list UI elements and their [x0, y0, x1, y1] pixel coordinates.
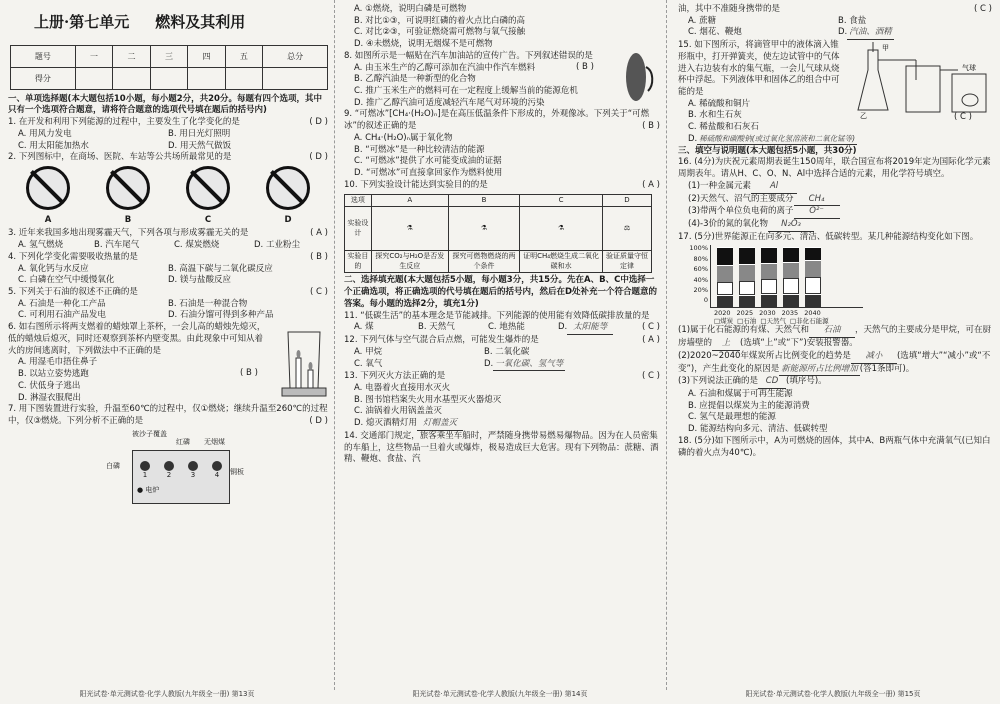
answer-slot: ( B ): [576, 61, 594, 72]
fill-answer: 一氧化碳、氢气等: [493, 359, 565, 372]
option: A. 氧化钙与水反应: [18, 263, 89, 274]
table-cell: 选项: [345, 194, 372, 207]
item-text: (3)下列说法正确的是: [678, 376, 759, 387]
sign-option: [26, 166, 70, 226]
item-text: (答1条即可)。: [859, 363, 915, 374]
fill-row: [678, 181, 992, 194]
unit-topic: 燃料及其利用: [155, 13, 246, 31]
table-cell: C: [520, 194, 603, 207]
option: B. 食盐: [838, 15, 867, 26]
fill-answer: 新能源所占比例增加: [779, 364, 860, 377]
question-text: 4. 下列化学变化需要吸收热量的是: [8, 251, 138, 262]
question-14: 14. 交通部门规定，旅客乘坐车船时，严禁随身携带易燃易爆物品。因为在人员密集的车船上，这些物品一旦着火或爆炸，极易造成巨大危害。现有下列物品：蔗糖、酒精、鞭炮、食盐、汽: [344, 430, 659, 465]
option: A. 用湿毛巾捂住鼻子: [18, 357, 98, 368]
option: A. CH₄·(H₂O)ₙ属于氧化物: [354, 132, 453, 143]
option: D. ④未燃烧，说明无烟煤不是可燃物: [354, 39, 493, 50]
experiment-table: [344, 194, 652, 274]
answer-text: C: [648, 371, 654, 382]
option: C. 氢气是最理想的能源: [688, 412, 776, 423]
figure-label: 4: [214, 470, 220, 479]
option: C. 对比②③，可验证燃烧需可燃物与氧气接触: [354, 27, 526, 38]
fill-row: [678, 194, 992, 207]
fill-answer: CD: [758, 376, 786, 389]
option: D.: [558, 322, 568, 333]
table-cell: 探究CO₂与H₂O是否发生反应: [371, 251, 448, 273]
option-label: A: [44, 214, 52, 225]
table-cell: 实验设计: [345, 207, 372, 251]
table-cell: 一: [75, 45, 112, 67]
option: A. 甲烷: [354, 346, 383, 357]
sample-dot: [140, 461, 150, 471]
item-text: (选填“增大”“减小”或“不变”)，产生此变化的原因是: [678, 350, 991, 374]
item-text: (2)天然气、沼气的主要成分: [688, 193, 794, 204]
answer-text: A: [648, 179, 654, 190]
page-footer: 阳光试卷·单元测试卷·化学人教版(九年级全一册) 第14页: [412, 690, 588, 699]
figure-label: 1: [142, 470, 148, 479]
answer-text: A: [316, 228, 322, 239]
fill-answer: Al: [751, 181, 797, 194]
question-text: 8. 如图所示是一幅贴在汽车加油站的宣传广告。下列叙述错误的是: [344, 50, 593, 61]
question-text: 11. “低碳生活”的基本理念是节能减排。下列能源的使用能有效降低碳排放量的是: [344, 310, 650, 321]
item-text: (3)带两个单位负电荷的离子: [688, 206, 794, 217]
option: A. 石油是一种化工产品: [18, 298, 106, 309]
item-text: (选填“上”或“下”)安装报警器。: [740, 338, 858, 349]
option: B. 石油是一种混合物: [168, 298, 248, 309]
option: D. “可燃冰”可直接拿回家作为燃料使用: [354, 168, 503, 179]
option-text: D. 熄灭酒精灯用: [354, 418, 417, 429]
table-cell: 实验目的: [345, 251, 372, 273]
figure-label: 白磷: [106, 461, 120, 470]
option: D. 能源结构向多元、清洁、低碳转型: [688, 424, 828, 435]
sample-dot: [164, 461, 174, 471]
option: B. 图书馆档案失火用水基型灭火器熄灭: [354, 394, 502, 405]
answer-text: D: [315, 415, 322, 426]
options-row: [8, 264, 328, 276]
sign-option: [186, 166, 230, 226]
question-18: 18. (5分)如下图所示中，A为可燃烧的固体，其中A、B两瓶气体中充满氧气(已知白磷的着火点为40℃)。: [678, 435, 991, 458]
figure-label: 无烟煤: [204, 437, 225, 446]
stacked-bar: [805, 247, 821, 307]
page-footer: 阳光试卷·单元测试卷·化学人教版(九年级全一册) 第15页: [745, 690, 921, 699]
answer-slot: ( D ): [309, 415, 328, 426]
table-cell: 五: [225, 45, 262, 67]
sample-points: [133, 461, 229, 471]
answer-slot: ( A ): [310, 228, 328, 239]
options-row: [344, 359, 660, 372]
option: A. ①燃烧，说明白磷是可燃物: [354, 4, 467, 14]
option: C. 煤炭燃烧: [174, 240, 220, 251]
page-15: [666, 0, 1000, 704]
options-row: [678, 16, 992, 28]
option: D. 淋湿衣服爬出: [18, 392, 81, 403]
stove-label: ● 电炉: [137, 486, 160, 495]
answer-slot: ( A ): [642, 179, 660, 190]
figure-label: 红磷: [176, 437, 190, 446]
option: B. 汽车尾气: [94, 240, 140, 251]
fill-answer: 灯帽盖灭: [417, 418, 463, 431]
option: B. 应提倡以煤炭为主的能源消费: [688, 400, 810, 411]
fill-answer: CH₄: [794, 194, 840, 207]
option: A. 煤: [354, 322, 374, 333]
answer-text: A: [648, 335, 654, 346]
stacked-bar: [739, 247, 755, 307]
tick-label: 2030: [759, 309, 776, 318]
table-cell: [75, 67, 112, 89]
table-cell: [150, 67, 187, 89]
option: B. 水和生石灰: [688, 110, 742, 121]
options-row: [8, 275, 328, 287]
fill-answer: 稀硫酸和碳酸钠(或过氧化氢溶液和二氧化锰等): [697, 134, 857, 145]
q17-part1: [678, 325, 992, 350]
question-text: 2. 下列图标中，在商场、医院、车站等公共场所最常见的是: [8, 152, 232, 163]
page-title: [34, 12, 328, 33]
option: D. 镁与盐酸反应: [168, 275, 231, 286]
stacked-bar: [783, 247, 799, 307]
item-text: (4)-3价的氮的氧化物: [688, 218, 769, 229]
y-axis: [686, 243, 708, 305]
chart-legend: [714, 317, 829, 326]
figure-label: 铜板: [230, 467, 244, 476]
answer-text: D: [315, 152, 322, 163]
figure-label: 乙: [860, 112, 867, 121]
page-14: [334, 0, 666, 704]
item-text: (1)属于化石能源的有煤、天然气和: [678, 325, 810, 336]
page-13: [0, 0, 334, 704]
table-cell: 探究可燃物燃烧的两个条件: [448, 251, 519, 273]
heating-plate-figure: [8, 430, 328, 512]
table-row: [345, 251, 652, 273]
option-label: D: [284, 214, 292, 225]
question-5: [8, 287, 328, 299]
score-table: [10, 45, 328, 90]
option: B. 用日光灯照明: [168, 128, 231, 139]
stacked-bar: [761, 247, 777, 307]
q17-part2: [678, 351, 992, 376]
option-label: C: [204, 214, 212, 225]
apparatus-icon: ⚗: [448, 207, 519, 251]
candle-cup-figure: [278, 322, 330, 398]
table-cell: 验证质量守恒定律: [602, 251, 651, 273]
item-text: (2)2020~2040年煤炭所占比例变化的趋势是: [678, 350, 851, 361]
option: C. 伏低身子逃出: [18, 380, 81, 391]
question-text: 13. 下列灭火方法正确的是: [344, 371, 446, 382]
tick-label: 2025: [736, 309, 754, 318]
answer-slot: ( B ): [642, 121, 660, 132]
no-fire-sign-icon: [26, 166, 70, 210]
table-cell: 得分: [11, 67, 76, 89]
fill-row: [678, 206, 992, 219]
table-cell: 总分: [263, 45, 328, 67]
table-cell: 四: [188, 45, 225, 67]
option: B. 天然气: [418, 322, 455, 333]
fill-answer: 减小: [851, 351, 897, 364]
table-cell: A: [371, 194, 448, 207]
stacked-bar: [717, 247, 733, 307]
question-text: 6. 如右图所示将两支燃着的蜡烛罩上茶杯，一会儿高的蜡烛先熄灭，低的蜡烛后熄灭，同时还观察到茶杯内壁变黑。由此现象中可知从着火的房间逃离时，下列做法中不正确的是: [8, 322, 266, 356]
section-heading: 一、单项选择题(本大题包括10小题，每小题2分，共20分。每题有四个选项，其中只有一个选项符合题意，请将符合题意的选项代号填在题后的括号内): [8, 93, 322, 116]
question-text: 1. 在开发和利用下列能源的过程中，主要发生了化学变化的是: [8, 117, 240, 128]
table-cell: 证明CH₄燃烧生成二氧化碳和水: [520, 251, 603, 273]
option: B. 二氧化碳: [484, 346, 530, 357]
fill-answer: N₂O₃: [768, 219, 814, 232]
option: C. 油锅着火用锅盖盖灭: [354, 406, 442, 417]
option: B. 高温下碳与二氧化碳反应: [168, 263, 273, 274]
sample-dot: [212, 461, 222, 471]
apparatus-icon: ⚗: [520, 207, 603, 251]
option: D.: [838, 27, 848, 38]
tick-label: 2035: [781, 309, 799, 318]
question-16: 16. (4分)为庆祝元素周期表诞生150周年，联合国宣布将2019年定为国际化学元素周期表年。请从H、C、O、N、Al中选择合适的元素，用化学符号填空。: [678, 157, 991, 180]
option: A. 用风力发电: [18, 128, 72, 139]
apparatus-icon: ⚖: [602, 207, 651, 251]
figure-label: 3: [190, 470, 196, 479]
option: A. 电器着火直接用水灭火: [354, 382, 451, 393]
table-cell: [263, 67, 328, 89]
option: D. 推广乙醇汽油可适度减轻汽车尾气对环境的污染: [354, 97, 545, 108]
option: A. 蔗糖: [688, 15, 717, 26]
option: B. 乙醇汽油是一种新型的化合物: [354, 74, 476, 85]
table-row: [345, 194, 652, 207]
unit-label: 上册·第七单元: [34, 13, 130, 31]
copper-plate: [132, 450, 230, 504]
balloon-apparatus-figure: [854, 40, 990, 123]
tick-label: 0: [703, 296, 708, 305]
options-row: [678, 27, 992, 40]
sample-dot: [188, 461, 198, 471]
answer-slot: ( A ): [642, 335, 660, 346]
answer-text: B: [316, 251, 322, 262]
section-heading: 二、选择填充题(本大题包括5小题，每小题3分，共15分。先在A、B、C中选择一个正确选项，将正确选项的代号填在题后的括号内，然后在D处补充一个符合题意的答案。每小题的选择2分，填充1分): [344, 275, 658, 309]
item-text: ，天然气的主要成分是甲烷，可在厨房墙壁的: [678, 325, 992, 349]
tick-label: 2020: [714, 309, 731, 318]
options-row: [8, 240, 328, 252]
answer-text: D: [315, 117, 322, 128]
section-heading: 三、填空与说明题(本大题包括5小题，共30分): [678, 145, 857, 156]
table-cell: B: [448, 194, 519, 207]
question-3: [8, 228, 328, 240]
tick-label: 100%: [689, 244, 708, 253]
figure-label: 电炉: [145, 486, 160, 495]
fill-answer: 石油: [809, 325, 855, 338]
answer-text: C: [960, 112, 966, 123]
answer-slot: ( B ): [310, 251, 328, 262]
item-text: (填序号)。: [786, 376, 827, 387]
figure-label: 被沙子覆盖: [132, 429, 167, 438]
tick-label: 20%: [693, 286, 708, 294]
question-text: 12. 下列气体与空气混合后点燃，可能发生爆炸的是: [344, 335, 539, 346]
option: B. 以站立姿势逃跑: [18, 369, 89, 380]
question-text: 9. “可燃冰”[CH₄·(H₂O)ₙ]是在高压低温条件下形成的，外观像冰。下列关于“可燃冰”的叙述正确的是: [344, 109, 650, 132]
option: A. 由玉米生产的乙醇可添加在汽油中作汽车燃料: [354, 62, 536, 73]
option: D.: [484, 358, 494, 369]
option: A. 稀硫酸和铜片: [688, 98, 751, 109]
fill-answer: 上: [712, 338, 740, 351]
question-13: [344, 371, 660, 383]
legend-item: □非化石能源: [789, 317, 829, 326]
question-text: 15. 如下图所示，将滴管甲中的液体滴入锥形瓶中，打开弹簧夹，使左边试管中的气体进入右边装有水的集气瓶，一会儿气球从烧杯中浮起。下列液体甲和固体乙的组合中可能的是: [678, 40, 840, 98]
fill-answer: O²⁻: [794, 206, 840, 219]
energy-structure-chart: [678, 243, 992, 325]
question-14-cont: [678, 4, 992, 16]
question-7: [8, 404, 328, 427]
answer-text: C: [316, 287, 322, 298]
sample-numbers: [133, 471, 229, 481]
tick-label: 40%: [693, 275, 708, 284]
option-label: B: [124, 214, 132, 225]
option-text: D.: [688, 133, 698, 144]
table-cell: 三: [150, 45, 187, 67]
options-row: [8, 141, 328, 153]
question-17: 17. (5分)世界能源正在向多元、清洁、低碳转型。某几种能源结构变化如下图。: [678, 231, 979, 242]
table-cell: 二: [113, 45, 150, 67]
table-cell: D: [602, 194, 651, 207]
question-text: 7. 用下图装置进行实验，升温至60℃的过程中，仅①燃烧；继续升温至260℃的过程中，仅③燃烧。下列分析不正确的是: [8, 404, 328, 426]
option: D. 工业粉尘: [254, 240, 300, 251]
option: C. 氧气: [354, 358, 383, 369]
answer-slot: ( C ): [974, 4, 992, 14]
answer-slot: ( C ): [954, 112, 972, 123]
figure-label: 2: [166, 470, 172, 479]
question-text: 油，其中不准随身携带的是: [678, 4, 781, 14]
option: A. 石油和煤属于可再生能源: [688, 388, 793, 399]
no-fireworks-sign-icon: [186, 166, 230, 210]
item-text: (1)一种金属元素: [688, 180, 752, 191]
table-cell: [225, 67, 262, 89]
sign-icons-row: [8, 166, 328, 226]
table-row: [11, 45, 328, 67]
question-12: [344, 335, 660, 347]
fill-answer: 太阳能等: [567, 322, 613, 335]
option: C. 可利用石油产品发电: [18, 310, 106, 321]
answer-text: B: [648, 121, 654, 132]
answer-text: C: [980, 4, 986, 14]
tick-label: 80%: [693, 254, 708, 263]
answer-slot: ( D ): [309, 152, 328, 163]
options-row: [8, 129, 328, 141]
option: C. 白磷在空气中缓慢氧化: [18, 275, 115, 286]
question-text: 5. 下列关于石油的叙述不正确的是: [8, 287, 138, 298]
option: D. 用天然气做饭: [168, 140, 231, 151]
option: [344, 418, 660, 431]
answer-slot: ( D ): [309, 117, 328, 128]
tick-label: 60%: [693, 265, 708, 274]
question-4: [8, 252, 328, 264]
table-row: [11, 67, 328, 89]
tick-label: 2040: [804, 309, 821, 318]
legend-item: □石油: [737, 317, 757, 326]
option: B. “可燃冰”是一种比较清洁的能源: [354, 144, 485, 155]
fill-answer: 汽油、酒精: [847, 27, 894, 40]
table-cell: [188, 67, 225, 89]
figure-label: 甲: [882, 44, 889, 53]
legend-item: □煤炭: [714, 317, 734, 326]
legend-item: □天然气: [760, 317, 786, 326]
option: A. 氢气燃烧: [18, 240, 64, 251]
question-10: [344, 180, 660, 192]
answer-text: B: [582, 61, 588, 72]
question-9: [344, 109, 660, 132]
answer-slot: ( C ): [642, 322, 660, 333]
sign-option: [266, 166, 310, 226]
answer-slot: ( C ): [310, 287, 328, 298]
option: C. 稀盐酸和石灰石: [688, 122, 759, 133]
no-firecracker-sign-icon: [106, 166, 150, 210]
option: C. 地热能: [488, 322, 525, 333]
figure-label: 气球: [962, 64, 976, 73]
corn-fuel-pump-icon: [620, 49, 656, 107]
q17-part3: [678, 376, 992, 389]
options-row: [344, 347, 660, 359]
question-text: 3. 近年来我国多地出现雾霾天气，下列各项与形成雾霾无关的是: [8, 228, 249, 239]
table-cell: [113, 67, 150, 89]
question-1: [8, 117, 328, 129]
sign-option: [106, 166, 150, 226]
question-text: 10. 下列实验设计能达到实验目的的是: [344, 179, 488, 190]
option: D. 石油分馏可得到多种产品: [168, 310, 274, 321]
option: [678, 134, 992, 146]
options-row: [8, 310, 328, 322]
options-row: [8, 299, 328, 311]
answer-slot: ( B ): [240, 368, 258, 379]
table-cell: 题号: [11, 45, 76, 67]
answer-slot: ( C ): [642, 371, 660, 382]
bar-area: [710, 245, 863, 308]
options-row: [344, 322, 660, 335]
answer-text: B: [246, 368, 252, 379]
option: B. 对比①③，可说明红磷的着火点比白磷的高: [354, 15, 525, 26]
option: C. 推广玉米生产的燃料可在一定程度上缓解当前的能源危机: [354, 86, 578, 97]
fill-row: [678, 219, 992, 232]
option: C. 用太阳能加热水: [18, 140, 89, 151]
no-smoking-sign-icon: [266, 166, 310, 210]
option: C. “可燃冰”提供了水可能变成油的证据: [354, 156, 502, 167]
answer-text: C: [648, 322, 654, 333]
option: C. 烟花、鞭炮: [688, 27, 742, 38]
table-row: [345, 207, 652, 251]
page-footer: 阳光试卷·单元测试卷·化学人教版(九年级全一册) 第13页: [79, 690, 255, 699]
question-2: [8, 152, 328, 164]
apparatus-icon: ⚗: [371, 207, 448, 251]
